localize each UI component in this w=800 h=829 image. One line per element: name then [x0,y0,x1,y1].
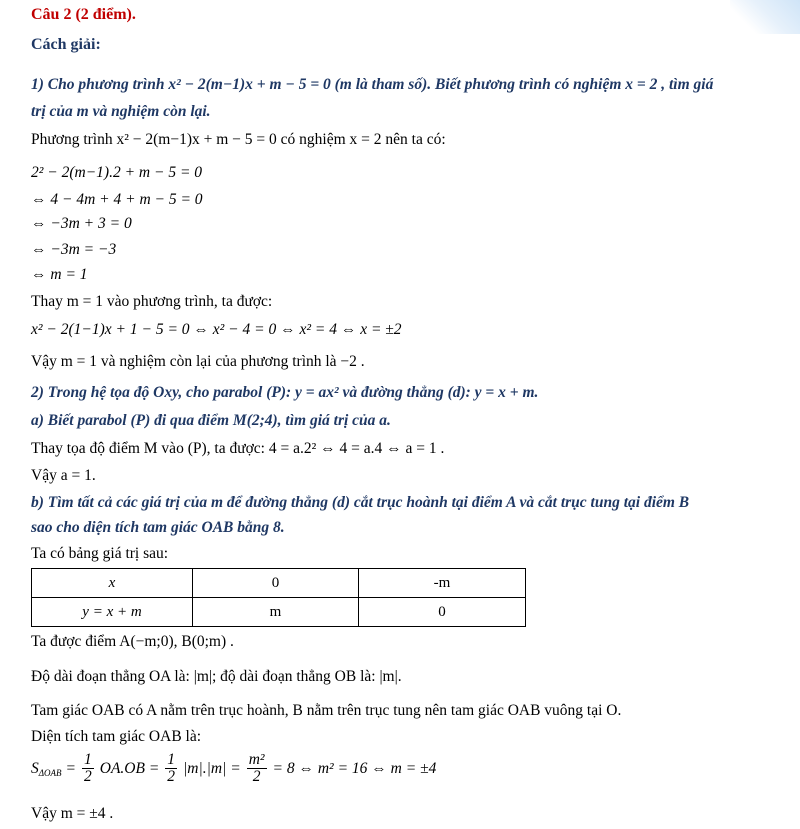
table-row [32,598,526,627]
lengths-line: Độ dài đoạn thẳng OA là: |m|; độ dài đoạn thẳng OB là: |m|. [31,668,402,685]
part1-step-1: 2² − 2(m−1).2 + m − 5 = 0 [31,164,203,181]
part2a-solution: Thay tọa độ điểm M vào (P), ta được: 4 = a.2² ⇔ 4 = a.4 ⇔ a = 1 . [31,440,445,457]
part2a-question: a) Biết parabol (P) đi qua điểm M(2;4), tìm giá trị của a. [31,412,391,429]
equals-sign: = [65,759,76,777]
formula-result: = 8 ⇔ m² = 16 ⇔ m = ±4 [272,759,437,777]
area-symbol: $S_{\Delta OAB}$ [31,759,62,778]
table-cell: 0 [193,569,359,598]
fraction-half: $\frac{1}{2}$ [84,751,92,785]
part1-equation: x² − 2(1−1)x + 1 − 5 = 0 ⇔ x² − 4 = 0 ⇔ x² = 4 ⇔ x = ±2 [31,321,402,338]
points-line: Ta được điểm A(−m;0), B(0;m) . [31,633,234,650]
part1-step-4: ⇔ −3m = −3 [31,241,117,258]
final-answer: Vậy m = ±4 . [31,805,114,822]
part2a-conclusion: Vậy a = 1. [31,467,96,484]
table-cell: x [32,569,193,598]
area-formula [31,752,440,785]
part1-step-3: ⇔ −3m + 3 = 0 [31,215,132,232]
value-table [31,568,526,627]
question-title: Câu 2 (2 điểm). [31,6,136,23]
fraction-half-2: $\frac{1}{2}$ [167,751,176,785]
table-cell: -m [359,569,526,598]
part1-step-5: ⇔ m = 1 [31,266,88,283]
part1-question-line2: trị của m và nghiệm còn lại. [31,103,211,120]
part1-step-2: ⇔ 4 − 4m + 4 + m − 5 = 0 [31,191,203,208]
fraction-msq: $\frac{\text{m²}}{2}$ [248,751,265,785]
part2b-question-line1: b) Tìm tất cả các giá trị của m để đường thẳng (d) cắt trục hoành tại điểm A và cắt trục tung tại điểm B [31,494,690,511]
part1-intro: Phương trình x² − 2(m−1)x + m − 5 = 0 có nghiệm x = 2 nên ta có: [31,131,446,148]
part1-conclusion: Vậy m = 1 và nghiệm còn lại của phương trình là −2 . [31,353,365,370]
part1-question-line1: 1) Cho phương trình x² − 2(m−1)x + m − 5 = 0 (m là tham số). Biết phương trình có nghiệm x = 2 , tìm giá [31,76,714,93]
triangle-line: Tam giác OAB có A nằm trên trục hoành, B nằm trên trục tung nên tam giác OAB vuông tại O. [31,702,622,719]
table-cell: m [193,598,359,627]
corner-decoration [730,0,800,34]
part2b-question-line2: sao cho diện tích tam giác OAB bằng 8. [31,519,285,536]
table-cell: y = x + m [32,598,193,627]
part2-question: 2) Trong hệ tọa độ Oxy, cho parabol (P): y = ax² và đường thẳng (d): y = x + m. [31,384,539,401]
table-row [32,569,526,598]
formula-product: OA.OB = [99,759,160,777]
table-intro: Ta có bảng giá trị sau: [31,545,169,562]
table-cell: 0 [359,598,526,627]
solution-heading: Cách giải: [31,36,101,53]
area-intro: Diện tích tam giác OAB là: [31,728,202,745]
formula-abs-product: |m|.|m| = [183,759,241,777]
part1-substitute: Thay m = 1 vào phương trình, ta được: [31,293,273,310]
